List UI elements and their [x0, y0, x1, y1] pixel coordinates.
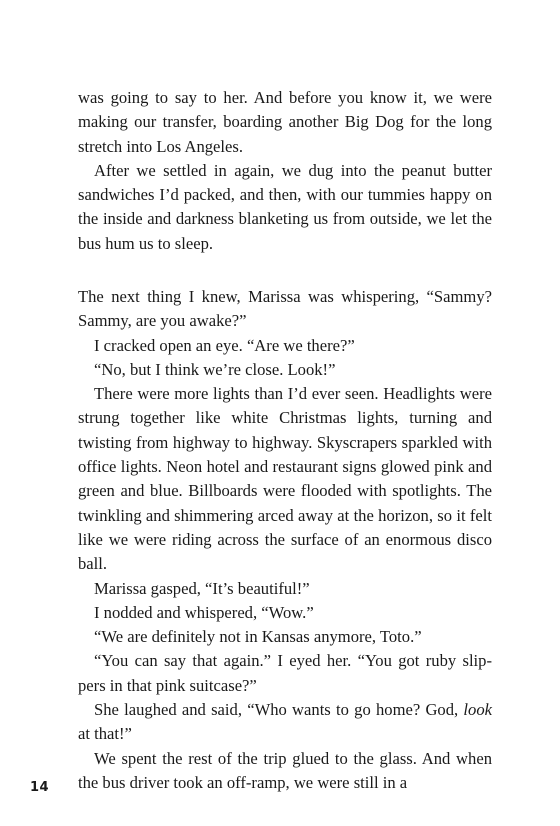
paragraph-text: She laughed and said, “Who wants to go home? God,: [94, 700, 464, 720]
paragraph: After we settled in again, we dug into the peanut butter sandwiches I’d packed, and then, with our tummies happy on the inside and darkness blanketing us from outside, we let the bus hum us to sleep.: [78, 160, 492, 253]
text-block-bottom: [78, 285, 492, 795]
page-number: 14: [30, 780, 50, 795]
paragraph-text: at that!”: [78, 724, 132, 744]
paragraph: “You can say that again.” I eyed her. “You got ruby slip-pers in that pink suitcase?”: [78, 651, 492, 695]
text-block-top: [78, 86, 492, 256]
paragraph: There were more lights than I’d ever seen. Headlights were strung together like white Christmas lights, turning and twisting from highway to highway. Skyscrapers sparkled with office lights. Neon hotel and restaurant signs glowed pink and green and blue. Billboards were flooded with spotlights. The twinkling and shimmering arced away at the horizon, so it felt like we were riding across the surface of an enormous disco ball.: [78, 384, 492, 574]
paragraph: The next thing I knew, Marissa was whispering, “Sammy? Sammy, are you awake?”: [78, 287, 492, 331]
paragraph: was going to say to her. And before you know it, we were making our transfer, boarding another Big Dog for the long stretch into Los Angeles.: [78, 88, 492, 156]
emphasized-word: look: [463, 700, 492, 720]
paragraph: “We are definitely not in Kansas anymore, Toto.”: [94, 627, 422, 647]
paragraph: I cracked open an eye. “Are we there?”: [94, 335, 355, 355]
paragraph: “No, but I think we’re close. Look!”: [94, 359, 336, 379]
paragraph: [78, 698, 492, 747]
paragraph: I nodded and whispered, “Wow.”: [94, 602, 314, 622]
paragraph: Marissa gasped, “It’s beautiful!”: [94, 578, 310, 598]
paragraph: We spent the rest of the trip glued to the glass. And when the bus driver took an off-ramp, we were still in a: [78, 748, 492, 792]
